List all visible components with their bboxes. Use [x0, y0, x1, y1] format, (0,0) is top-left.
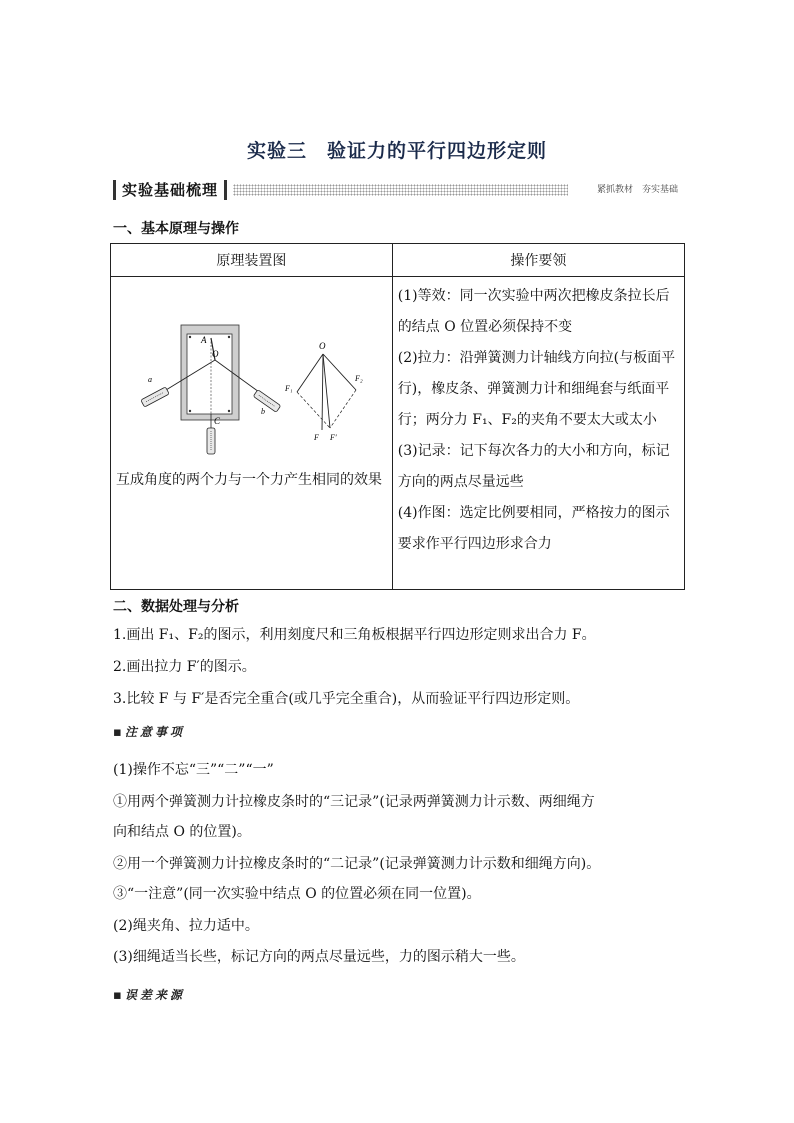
section-banner — [113, 180, 678, 200]
notes-header: ▪注意事项 — [113, 725, 185, 740]
note-line-2: ①用两个弹簧测力计拉橡皮条时的“三记录”(记录两弹簧测力计示数、两细绳方 — [113, 794, 595, 810]
section2-heading: 二、数据处理与分析 — [113, 599, 239, 615]
label-a: a — [148, 375, 152, 384]
spring-scale-a — [141, 387, 169, 407]
page-title: 实验三 验证力的平行四边形定则 — [246, 140, 547, 162]
paper — [187, 334, 232, 414]
label-f1: F₁ — [285, 384, 293, 393]
label-f: F — [314, 433, 319, 442]
error-marker-icon: ▪ — [113, 988, 125, 1003]
label-b: b — [261, 407, 265, 416]
label-o-force: O — [319, 341, 326, 351]
op-item-4: (4)作图：选定比例要相同，严格按力的图示要求作平行四边形求合力 — [397, 505, 670, 552]
principle-text: 互成角度的两个力与一个力产生相同的效果 — [116, 472, 382, 488]
op-item-2: (2)拉力：沿弹簧测力计轴线方向拉(与板面平行)，橡皮条、弹簧测力计和细绳套与纸面平行；两分力 F₁、F₂的夹角不要太大或太小 — [397, 350, 676, 428]
op-item-1: (1)等效：同一次实验中两次把橡皮条拉长后的结点 O 位置必须保持不变 — [397, 288, 670, 335]
data-step-3: 3.比较 F 与 F′是否完全重合(或几乎完全重合)，从而验证平行四边形定则。 — [113, 691, 580, 707]
label-a-point: A — [201, 335, 207, 345]
op-item-3: (3)记录：记下每次各力的大小和方向，标记方向的两点尽量远些 — [397, 443, 670, 490]
errors-header: ▪误差来源 — [113, 988, 185, 1003]
label-f2: F₂ — [355, 374, 363, 383]
note-line-3: 向和结点 O 的位置)。 — [113, 824, 251, 840]
label-f-prime: F′ — [330, 433, 337, 442]
table-header-ops: 操作要领 — [392, 244, 684, 277]
banner-tagline: 紧抓教材 夯实基础 — [593, 182, 678, 198]
force-parallelogram — [297, 354, 356, 430]
label-c: C — [214, 416, 221, 426]
note-line-5: ③“一注意”(同一次实验中结点 O 的位置必须在同一位置)。 — [113, 886, 481, 902]
note-line-7: (3)细绳适当长些，标记方向的两点尽量远些，力的图示稍大一些。 — [113, 949, 525, 965]
note-marker-icon: ▪ — [113, 725, 125, 740]
section1-heading: 一、基本原理与操作 — [113, 221, 239, 237]
spring-scale-b — [253, 390, 281, 413]
data-step-2: 2.画出拉力 F′的图示。 — [113, 659, 256, 675]
principle-table — [110, 243, 685, 590]
apparatus-diagram — [111, 280, 395, 465]
note-line-4: ②用一个弹簧测力计拉橡皮条时的“二记录”(记录弹簧测力计示数和细绳方向)。 — [113, 856, 601, 872]
banner-dotted-rule — [233, 184, 568, 196]
label-o-knot: O — [212, 349, 219, 359]
note-line-6: (2)绳夹角、拉力适中。 — [113, 918, 259, 934]
data-step-1: 1.画出 F₁、F₂的图示，利用刻度尺和三角板根据平行四边形定则求出合力 F。 — [113, 627, 596, 643]
operations-cell — [392, 277, 684, 590]
banner-label: 实验基础梳理 — [113, 180, 227, 200]
note-line-1: (1)操作不忘“三”“二”“一” — [113, 762, 274, 778]
table-header-figure: 原理装置图 — [111, 244, 393, 277]
figure-cell — [111, 277, 393, 590]
